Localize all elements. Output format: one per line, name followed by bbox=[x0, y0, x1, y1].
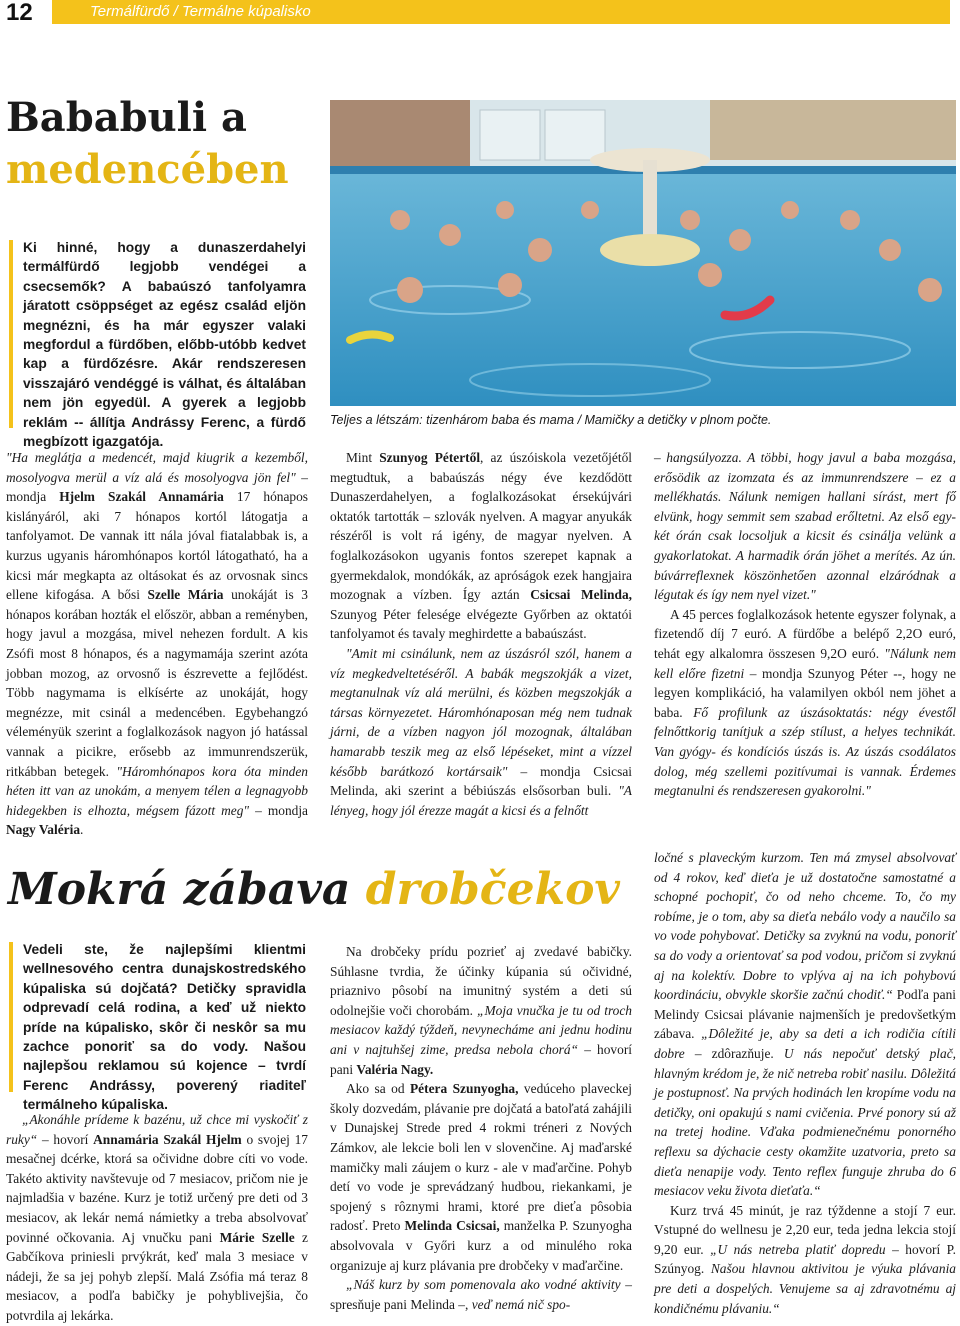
article-sk-column-1: „Akonáhle prídeme k bazénu, už chce mi vyskočiť z ruky“ – hovorí Annamária Szakál Hjelm o svojej 17 mesačnej dcérke, ktorá sa očividne dobre cíti vo vode. Takéto aktivity navštevuje od 7 mesiacov, pričom nie je najmladšia v bazéne. Kurz je totiž určený pre deti od 3 mesiacov, ak lekár nemá námietky a treba absolvovať povinné očkovania. Aj vnučku pani Márie Szelle z Gabčíkova priniesli prvýkrát, keď mala 3 mesiace v nádeji, že sa jej pohyb zlepší. Malá Zsófia má teraz 8 mesiacov, a podľa babičky je pohyblivejšia, čo potvrdila aj lekárka. bbox=[6, 1112, 308, 1323]
photo-caption: Teljes a létszám: tizenhárom baba és mama / Mamičky a detičky v plnom počte. bbox=[330, 413, 772, 427]
article-hu-column-1: "Ha meglátja a medencét, majd kiugrik a kezemből, mosolyogva merül a víz alá és mosolyogva jön fel" – mondja Hjelm Szakál Annamária 17 hónapos kislányáról, aki 7 hónapos kortól látogatja a tanfolyamot. De vannak itt nála jóval fiatalabbak is, a kurzus ugyanis háromhónapos kortól látogatható, ha a kicsi már megkapta az oltásokat és az orvosnak sincs ellene kifogása. A bősi Szelle Mária unokáját is 3 hónapos korában hozták el először, abban a reményben, hogy javul a mozgása, mivel nehezen fordult. A kis Zsófi most 8 hónapos, és a nagymamája szerint azóta jobban mozog, az orvosnő is észrevette a fejlődést. Több nagymama is elkísérte az unokáját, hogy megnézze, mit csinál a medencében. Egybehangzó véleményük szerint a foglalkozások nagyon jó hatással vannak a picikre, erősebb az immunrendszerük, ritkábban betegek. "Háromhónapos kora óta minden héten itt van az unokám, a menyem télen a legnagyobb hidegekben is elhozta, mégsem fázott meg" – mondja Nagy Valéria. bbox=[6, 450, 309, 838]
article-hu-column-3: – hangsúlyozza. A többi, hogy javul a baba mozgása, erősödik az izomzata és az immunrendszere – ez a mellékhatás. Nálunk nemigen hallani sírást, mert fő elvünk, hogy semmit sem szabad erőltetni. Az első egy-két órán csak locsoljuk a kicsit és csinálja velünk a gyakorlatokat. A harmadik órán jöhet a merítés. Az ún. búvárreflexnek köszönhetően azonnal elzáródnak a légutak és így nem nyel vizet." A 45 perces foglalkozások hetente egyszer folynak, a fizetendő díj 7 euró. A fürdőbe a belépő 2,2O euró, tehát egy alkalomra összesen 9,2O euró. "Nálunk nem kell előre fizetni – mondja Szunyog Péter --, hogy ne legyen komplikáció, ha valamilyen okból nem jöhet a baba. Fő profilunk az úszásoktatás: négy évestől felnőttkorig tanítjuk a szép stílust, a helyes technikát. Van gyógy- és kondíciós úszás is. Az úszás csodálatos dolog, még szellemi pozitívumai is vannak. Érdemes megtanulni és rendszeresen gyakorolni." bbox=[654, 450, 956, 799]
lead-hu: Ki hinné, hogy a dunaszerdahelyi termálfürdő legjobb vendégei a csecsemők? A babaúszó tanfolyamra járatott csöppséget az egész család eljön megnézni, és ha már egyszer valaki megfordul a fürdőben, előbb-utóbb kedvet kap a fürdőzésre. Akár rendszeresen visszajáró vendéggé is válhat, és általában nem jön egyedül. A gyerek a legjobb reklám -- állítja Andrássy Ferenc, a fürdő megbízott igazgatója. bbox=[23, 240, 306, 450]
article-title-sk bbox=[8, 864, 620, 916]
article-title-hu bbox=[6, 92, 289, 196]
page-number: 12 bbox=[6, 0, 33, 26]
article-sk-column-2: Na drobčeky prídu pozrieť aj zvedavé babičky. Súhlasne tvrdia, že účinky kúpania sú očividné, priaznivo pôsobí na imunitný systém a deti sú odolnejšie voči chorobám. „Moja vnučka je tu od troch mesiacov každý týždeň, nevynecháme ani jednu hodinu ani v najtuhšej zime, predsa nebola chorá“ – hovorí pani Valéria Nagy. Ako sa od Pétera Szunyogha, vedúceho plaveckej školy dozvedám, plávanie pre dojčatá a batoľatá zahájili v Dunajskej Strede pred 4 rokmi tréneri z Nových Zámkov, ale lekcie boli len v slovenčine. Aj maďarské mamičky mali záujem o kurz - ale v maďarčine. Pohyb detí vo vode je sprevádzaný hudbou, riekankami, je spojený s rôznymi hrami, ktoré pre dieťa pôsobia radosť. Preto Melinda Csicsai, manželka P. Szunyogha absolvovala v Győri kurz a od minulého roka organizuje aj kurz plávania pre drobčeky v maďarčine. „Náš kurz by som pomenovala ako vodné aktivity – spresňuje pani Melinda –, veď nemá nič spo- bbox=[330, 944, 633, 1312]
article-sk-column-3: ločné s plaveckým kurzom. Ten má zmysel absolvovať od 4 rokov, keď dieťa je už dostatočne samostatné a schopné pochopiť, čo od neho chceme. To, čo my robíme, je o tom, aby sa dieťa nebálo vody a naučilo sa vo vode pohybovať. Detičky sa zvyknú na vodu, ponoriť sa do vody a orientovať sa pod vodou, pričom si zvyknú aj na kolektív. Dobre to vplýva aj na ich pohybovú koordináciu, obvykle skoršie začnú chodiť.“ Podľa pani Melindy Csicsai plávanie najmenších je predovšetkým zábava. „Dôležité je, aby sa deti a ich rodičia cítili dobre – zdôrazňuje. U nás nepočuť detský plač, hlavným krédom je, že nič netreba robiť nasilu. Dôležitá je postupnosť. Na prvých hodinách len kropíme vodu na detičky, oni opakujú s nami cvičenia. Prvé ponory sú až na tretej hodine. Vďaka podmienečnému ponorného reflexu sa dýchacie cesty okamžite uzatvoria, preto sa dieťa nenapije vody. Tento reflex funguje zhruba do 6 mesiacov veku života dieťaťa.“ Kurz trvá 45 minút, je raz týždenne a stojí 7 eur. Vstupné do wellnesu je 2,20 eur, teda jedna lekcia stojí 9,20 eur. „U nás netreba platiť dopredu – hovorí P. Szúnyog. Našou hlavnou aktivitou je výuka plávania pre deti a dospelých. Venujeme sa aj zdravotnému aj kondičnému plávaniu.“ bbox=[654, 850, 956, 1316]
pool-photo bbox=[330, 100, 956, 406]
section-title: Termálfürdő / Termálne kúpalisko bbox=[90, 3, 311, 20]
pool-photo-illustration bbox=[330, 100, 956, 406]
title-line-2: medencében bbox=[6, 146, 289, 193]
title-sk-word-2: drobčekov bbox=[365, 864, 620, 915]
lead-sk: Vedeli ste, že najlepšími klientmi wellnesového centra dunajskostredského kúpaliska sú dojčatá? Detičky spravidla odprevadí celá rodina, a keď už niekto príde na kúpalisko, skôr či neskôr sa mu zachce ponoriť sa do vody. Našou najlepšou reklamou sú kojence – tvrdí Ferenc Andrássy, poverený riaditeľ termálneho kúpaliska. bbox=[23, 942, 306, 1113]
lead-bar-sk bbox=[9, 942, 13, 1092]
lead-bar-hu bbox=[9, 240, 13, 428]
article-hu-column-2: Mint Szunyog Pétertől, az úszóiskola vezetőjétől megtudtuk, a babaúszás négy éve kezdődött Dunaszerdahelyen, a foglalkozásokat érsekújvári oktatók tartották – szlovák nyelven. A magyar anyukák részéről is volt rá igény, de magyar nyelven. A foglalkozásokon ugyanis fontos szerepet kapnak a gyermekdalok, mondókák, az apróságok ezek hangjaira mozognak a vízben. Így aztán Csicsai Melinda, Szunyog Péter felesége elvégezte Győrben az oktatói tanfolyamot és tavaly meghirdette a babaúszást. "Amit mi csinálunk, nem az úszásról szól, hanem a víz megkedveltetéséről. A babák megszokják a vizet, megtanulnak víz alá merülni, és közben megszokják a társas környezetet. Háromhónaposan még nem tudnak járni, de a vízben nagyon jól mozognak, általában hamarabb teszik meg az első lépéseket, mint a vízzel később barátkozó kortársaik" – mondja Csicsai Melinda, aki szerint a bébiúszás elsősorban buli. "A lényeg, hogy jól érezze magát a kicsi és a felnőtt bbox=[330, 450, 632, 818]
title-sk-word-1: Mokrá zábava bbox=[8, 864, 351, 915]
title-line-1: Bababuli a bbox=[6, 94, 247, 141]
